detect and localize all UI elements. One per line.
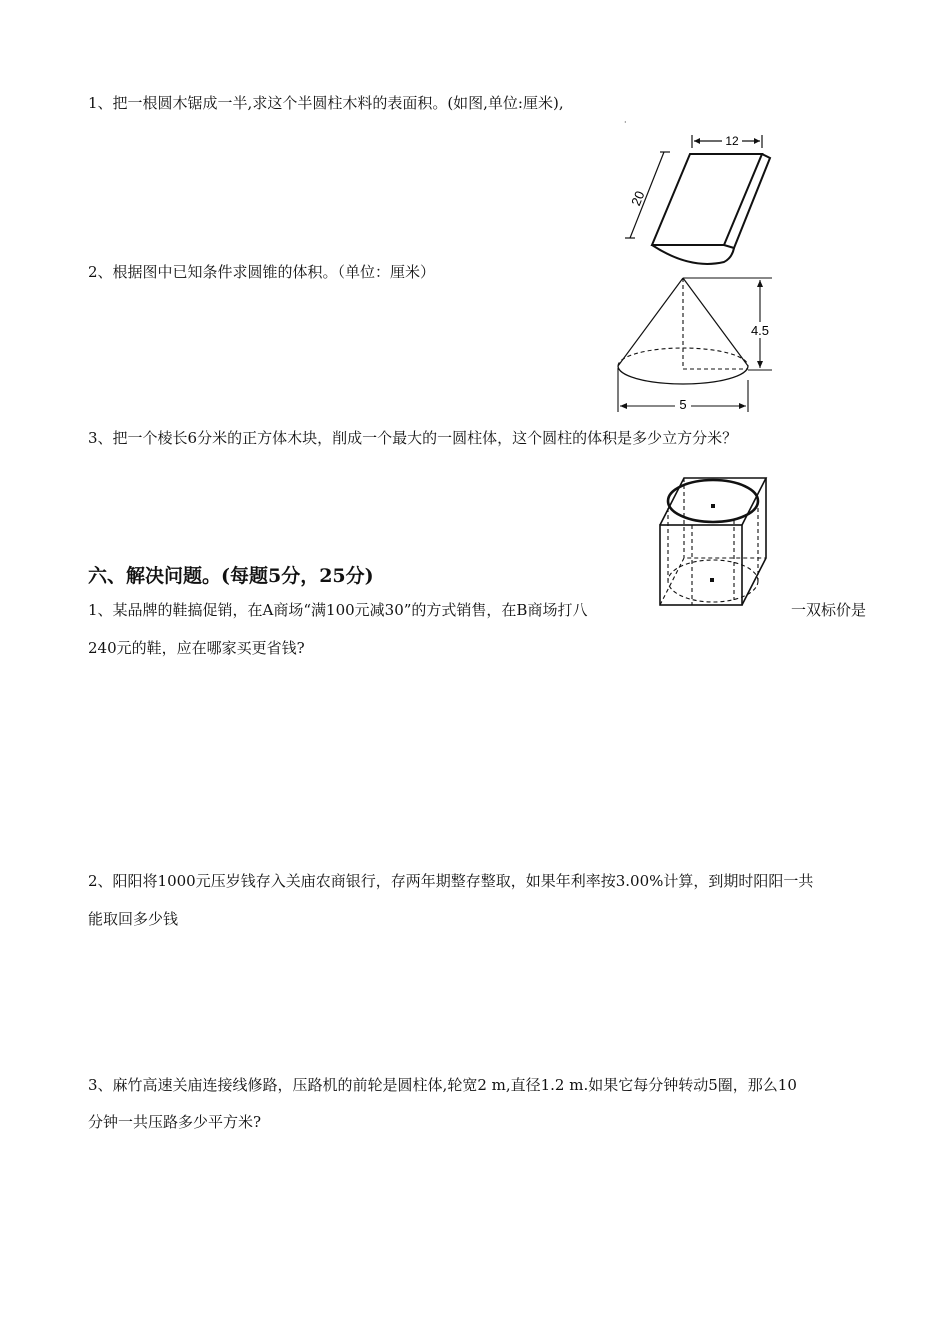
problem-2-line-1: 2、阳阳将1000元压岁钱存入关庙农商银行，存两年期整存整取，如果年利率按3.00%计算，到期时阳阳一共: [88, 872, 814, 890]
problem-2-line-2: 能取回多少钱: [88, 910, 179, 928]
arrow-down: [757, 361, 763, 368]
arrow-right: [754, 138, 760, 144]
stray-dot-mark: ·: [624, 118, 627, 127]
cube-top-face: [660, 478, 766, 525]
problem-1-line-1b: 一双标价是: [791, 601, 867, 619]
cube-front-face: [660, 525, 742, 605]
flat-face: [652, 154, 762, 245]
half-cylinder-figure: [620, 130, 785, 270]
cube-right-edge: [742, 478, 766, 605]
arrow-left: [694, 138, 700, 144]
question-1-text: 1、把一根圆木锯成一半,求这个半圆柱木料的表面积。(如图,单位:厘米),: [88, 94, 564, 112]
cone-slant-right: [683, 278, 748, 366]
problem-3-line-2: 分钟一共压路多少平方米?: [88, 1113, 262, 1131]
cone-slant-left: [618, 278, 683, 366]
problem-1-line-2: 240元的鞋，应在哪家买更省钱?: [88, 639, 305, 657]
arrow-right-d: [739, 403, 746, 409]
question-3-text: 3、把一个棱长6分米的正方体木块，削成一个最大的一圆柱体，这个圆柱的体积是多少立方分米？: [88, 429, 738, 447]
arrow-up: [757, 280, 763, 287]
width-label: 12: [725, 134, 739, 148]
height-label: 4.5: [750, 323, 770, 338]
bottom-center-dot: [710, 578, 714, 582]
cylinder-top-ellipse: [668, 480, 758, 522]
section-6-heading: 六、解决问题。(每题5分，25分): [88, 565, 374, 587]
curved-bottom: [652, 245, 734, 264]
arrow-left-d: [620, 403, 627, 409]
problem-3-line-1: 3、麻竹高速关庙连接线修路，压路机的前轮是圆柱体,轮宽2 m,直径1.2 m.如果它每分钟转动5圈，那么10: [88, 1076, 797, 1094]
cone-figure: [610, 272, 785, 417]
top-center-dot: [711, 504, 715, 508]
problem-1-line-1a: 1、某品牌的鞋搞促销，在A商场“满100元减30”的方式销售，在B商场打八: [88, 601, 588, 619]
question-2-text: 2、根据图中已知条件求圆锥的体积。（单位：厘米）: [88, 263, 436, 281]
cube-cylinder-figure: [652, 470, 777, 610]
diameter-label: 5: [679, 397, 687, 412]
length-label: 20: [628, 188, 648, 208]
